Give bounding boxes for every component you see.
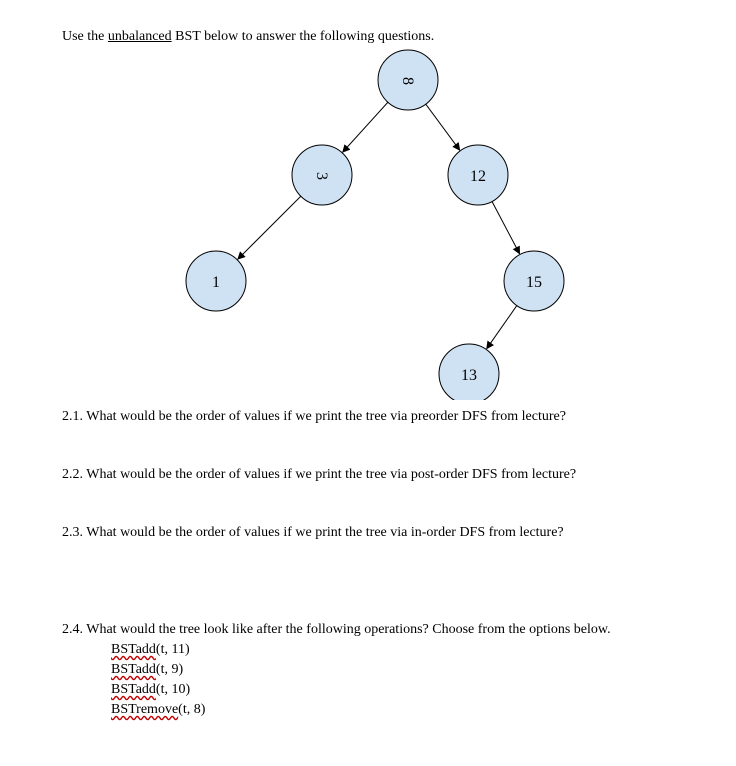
tree-node-12: [448, 145, 508, 205]
node-label: 3: [313, 172, 330, 180]
tree-node-1: [186, 251, 246, 311]
node-label: 12: [470, 168, 486, 185]
tree-node-15: [504, 251, 564, 311]
question-2-2: 2.2. What would be the order of values if we print the tree via post-order DFS from lecture?: [62, 467, 577, 482]
node-label: 8: [399, 77, 416, 85]
operation-args: (t, 8): [178, 702, 206, 717]
tree-edge-3-to-1: [238, 196, 301, 259]
operations-list: [111, 642, 205, 722]
operation-args: (t, 11): [155, 642, 190, 657]
operation-line: [111, 642, 205, 662]
node-label: 13: [461, 367, 477, 384]
tree-node-3: [292, 145, 352, 205]
node-label: 15: [526, 274, 542, 291]
operation-line: [111, 662, 205, 682]
question-2-4: 2.4. What would the tree look like after the following operations? Choose from the options below.: [62, 622, 611, 637]
operation-args: (t, 10): [155, 682, 191, 697]
operation-fn: BSTadd: [111, 642, 156, 657]
question-2-3: 2.3. What would be the order of values if we print the tree via in-order DFS from lecture?: [62, 525, 564, 540]
tree-edge-12-to-15: [492, 202, 520, 254]
intro-after: BST below to answer the following questions.: [171, 29, 435, 44]
operation-args: (t, 9): [155, 662, 184, 677]
tree-node-13: [439, 344, 499, 400]
tree-edge-8-to-12: [426, 104, 460, 150]
intro-underlined-word: unbalanced: [107, 29, 172, 44]
operation-fn: BSTremove: [111, 702, 179, 717]
intro-before: Use the: [62, 29, 108, 44]
operation-line: [111, 682, 205, 702]
operation-line: [111, 702, 205, 722]
tree-node-8: [378, 50, 438, 110]
tree-edge-15-to-13: [487, 306, 517, 349]
node-label: 1: [212, 274, 220, 291]
question-2-1: 2.1. What would be the order of values if we print the tree via preorder DFS from lecture?: [62, 409, 566, 424]
operation-fn: BSTadd: [111, 682, 156, 697]
tree-edge-8-to-3: [343, 102, 388, 152]
operation-fn: BSTadd: [111, 662, 156, 677]
